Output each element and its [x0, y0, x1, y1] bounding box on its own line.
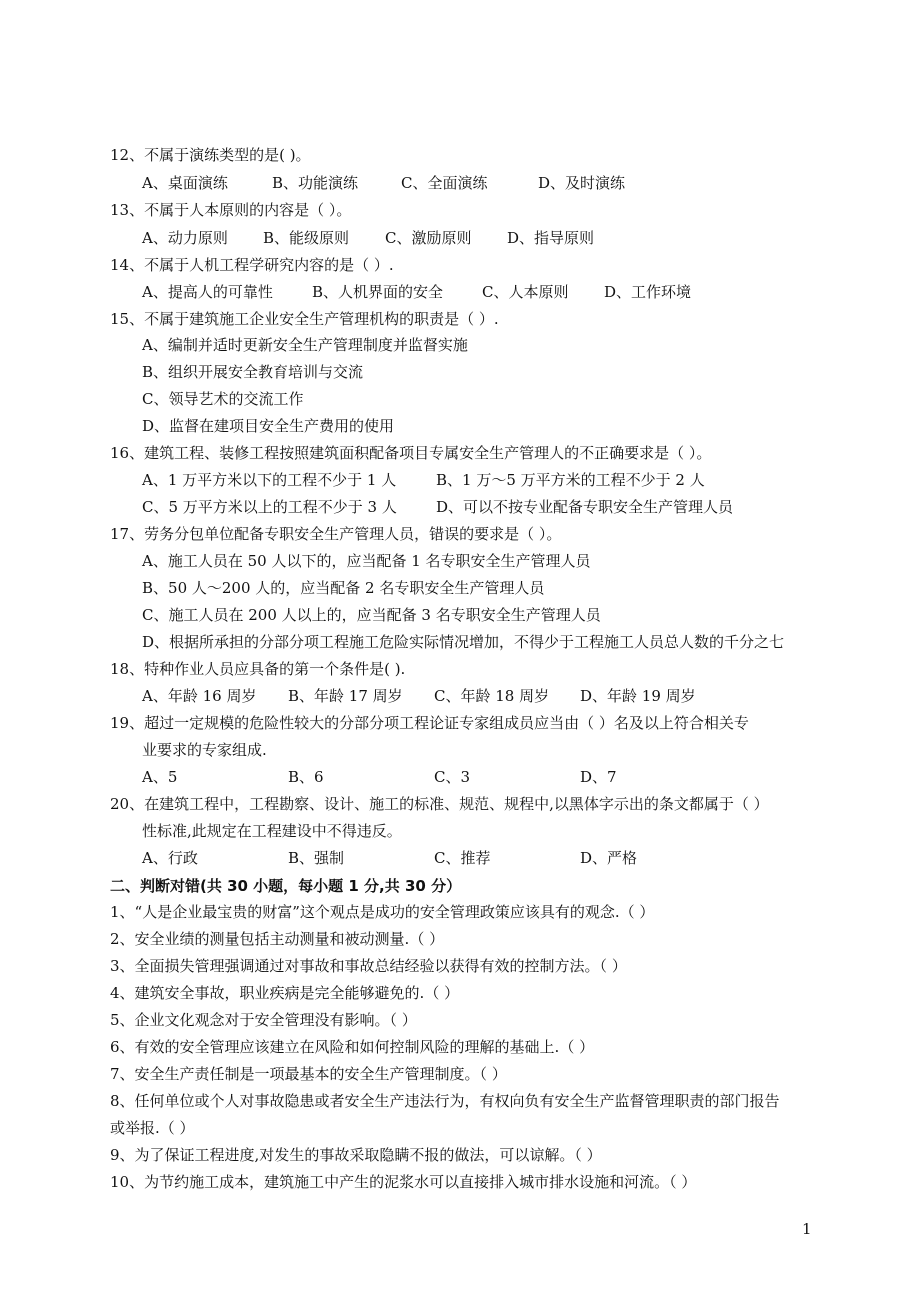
question-17-option-a: A、施工人员在 50 人以下的，应当配备 1 名专职安全生产管理人员	[142, 552, 591, 570]
question-15-option-c: C、领导艺术的交流工作	[142, 390, 304, 408]
option-c: C、推荐	[434, 849, 491, 867]
option-d: D、严格	[580, 849, 638, 867]
judgment-item: 7、安全生产责任制是一项最基本的安全生产管理制度。（ ）	[110, 1065, 507, 1083]
option-b: B、能级原则	[263, 229, 350, 247]
judgment-item: 10、为节约施工成本，建筑施工中产生的泥浆水可以直接排入城市排水设施和河流。（ ）	[110, 1173, 697, 1191]
question-12-stem: 12、不属于演练类型的是( )。	[110, 146, 311, 164]
judgment-item: 6、有效的安全管理应该建立在风险和如何控制风险的理解的基础上.（ ）	[110, 1038, 595, 1056]
option-a: A、行政	[142, 849, 198, 867]
question-15-option-a: A、编制并适时更新安全生产管理制度并监督实施	[142, 336, 468, 354]
question-20-stem-line2: 性标准,此规定在工程建设中不得违反。	[142, 822, 402, 840]
option-d: D、可以不按专业配备专职安全生产管理人员	[436, 498, 734, 516]
question-20-stem-line1: 20、在建筑工程中，工程勘察、设计、施工的标准、规范、规程中,以黑体字示出的条文都属于（ ）	[110, 795, 769, 813]
option-c: C、人本原则	[482, 283, 569, 301]
judgment-item: 1、“人是企业最宝贵的财富”这个观点是成功的安全管理政策应该具有的观念.（ ）	[110, 903, 655, 921]
option-a: A、1 万平方米以下的工程不少于 1 人	[142, 471, 397, 489]
question-17-option-d: D、根据所承担的分部分项工程施工危险实际情况增加，不得少于工程施工人员总人数的千分之七	[142, 633, 785, 651]
question-17-option-c: C、施工人员在 200 人以上的，应当配备 3 名专职安全生产管理人员	[142, 606, 601, 624]
page-number: 1	[802, 1220, 812, 1238]
judgment-item: 2、安全业绩的测量包括主动测量和被动测量.（ ）	[110, 930, 445, 948]
question-15-option-b: B、组织开展安全教育培训与交流	[142, 363, 364, 381]
judgment-item: 5、企业文化观念对于安全管理没有影响。（ ）	[110, 1011, 417, 1029]
option-c: C、激励原则	[385, 229, 472, 247]
question-14-stem: 14、不属于人机工程学研究内容的是（ ）.	[110, 256, 394, 274]
option-b: B、1 万～5 万平方米的工程不少于 2 人	[436, 471, 705, 489]
question-19-stem-line2: 业要求的专家组成.	[142, 741, 267, 759]
question-17-option-b: B、50 人～200 人的，应当配备 2 名专职安全生产管理人员	[142, 579, 545, 597]
option-b: B、6	[288, 768, 324, 786]
option-b: B、年龄 17 周岁	[288, 687, 403, 705]
section-2-heading: 二、判断对错(共 30 小题，每小题 1 分,共 30 分）	[110, 877, 462, 895]
option-d: D、7	[580, 768, 617, 786]
question-18-stem: 18、特种作业人员应具备的第一个条件是( ).	[110, 660, 406, 678]
option-a: A、提高人的可靠性	[142, 283, 273, 301]
option-d: D、指导原则	[507, 229, 595, 247]
option-d: D、及时演练	[538, 174, 626, 192]
option-d: D、工作环境	[604, 283, 692, 301]
judgment-item-continuation: 或举报.（ ）	[110, 1119, 195, 1137]
question-16-stem: 16、建筑工程、装修工程按照建筑面积配备项目专属安全生产管理人的不正确要求是（ ）。	[110, 444, 712, 462]
option-c: C、5 万平方米以上的工程不少于 3 人	[142, 498, 397, 516]
judgment-item: 3、全面损失管理强调通过对事故和事故总结经验以获得有效的控制方法。（ ）	[110, 957, 627, 975]
option-b: B、人机界面的安全	[312, 283, 444, 301]
question-15-stem: 15、不属于建筑施工企业安全生产管理机构的职责是（ ）.	[110, 310, 499, 328]
option-b: B、功能演练	[272, 174, 359, 192]
option-a: A、桌面演练	[142, 174, 228, 192]
option-c: C、年龄 18 周岁	[434, 687, 550, 705]
judgment-item: 8、任何单位或个人对事故隐患或者安全生产违法行为，有权向负有安全生产监督管理职责的部门报告	[110, 1092, 780, 1110]
question-19-stem-line1: 19、超过一定规模的危险性较大的分部分项工程论证专家组成员应当由（ ）名及以上符合相关专	[110, 714, 749, 732]
option-c: C、全面演练	[401, 174, 488, 192]
question-13-stem: 13、不属于人本原则的内容是（ ）。	[110, 201, 352, 219]
option-b: B、强制	[288, 849, 345, 867]
option-c: C、3	[434, 768, 471, 786]
judgment-item: 9、为了保证工程进度,对发生的事故采取隐瞒不报的做法，可以谅解。（ ）	[110, 1146, 602, 1164]
question-15-option-d: D、监督在建项目安全生产费用的使用	[142, 417, 395, 435]
judgment-item: 4、建筑安全事故，职业疾病是完全能够避免的.（ ）	[110, 984, 460, 1002]
option-a: A、年龄 16 周岁	[142, 687, 257, 705]
question-17-stem: 17、劳务分包单位配备专职安全生产管理人员，错误的要求是（ ）。	[110, 525, 562, 543]
option-a: A、5	[142, 768, 178, 786]
option-a: A、动力原则	[142, 229, 228, 247]
option-d: D、年龄 19 周岁	[580, 687, 696, 705]
